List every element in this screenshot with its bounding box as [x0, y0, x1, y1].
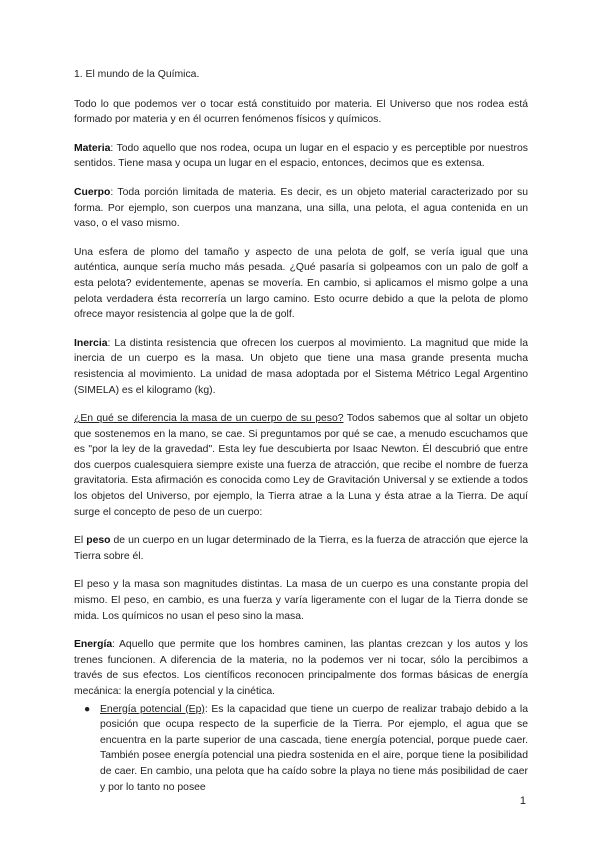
bullet-icon: ●: [84, 703, 91, 715]
cuerpo-term: Cuerpo: [74, 186, 111, 198]
document-body: [74, 67, 528, 795]
energia-definition: : Aquello que permite que los hombres caminen, las plantas crezcan y los autos y los trenes funcionen. A diferencia de la materia, no la podemos ver ni tocar, sólo la percibimos a través de sus efectos. Los científicos reconocen principalmente dos formas básicas de energía mecánica: la energía potencial y la cinética.: [74, 639, 528, 697]
list-item-potencial: [84, 702, 529, 796]
energy-list: [74, 702, 528, 796]
inercia-term: Inercia: [74, 337, 108, 349]
peso-paragraph: [74, 533, 528, 564]
masa-peso-paragraph: [74, 411, 528, 520]
inercia-definition: : La distinta resistencia que ofrecen los cuerpos al movimiento. La magnitud que mide la inercia de un cuerpo es la masa. Un objeto que tiene una masa grande presenta mucha resistencia al movimiento. La unidad de masa adoptada por el Sistema Métrico Legal Argentino (SIMELA) es el kilogramo (kg).: [74, 337, 528, 396]
energia-term: Energía: [74, 639, 113, 651]
peso-before: El: [74, 535, 87, 547]
materia-paragraph: [74, 141, 528, 172]
cuerpo-definition: : Toda porción limitada de materia. Es decir, es un objeto material caracterizado por su forma. Por ejemplo, son cuerpos una manzana, una silla, una pelota, el agua contenida en un vaso, o el vaso mismo.: [74, 186, 528, 230]
potencial-definition: : Es la capacidad que tiene un cuerpo de realizar trabajo debido a la posición que ocupa respecto de la superficie de la Tierra. Por ejemplo, el agua que se encuentra en la parte superior de una cascada, tiene energía potencial, porque puede caer. También posee energía potencial una piedra sostenida en el aire, porque tiene la posibilidad de caer. En cambio, una pelota que ha caído sobre la playa no tiene más posibilidad de caer y por lo tanto no posee: [100, 703, 529, 793]
peso-term: peso: [86, 535, 111, 547]
section-title: 1. El mundo de la Química.: [74, 69, 200, 80]
esfera-paragraph: Una esfera de plomo del tamaño y aspecto de una pelota de golf, se vería igual que una auténtica, aunque sería mucho más pesada. ¿Qué pasaría si golpeamos con un palo de golf a esta pelota? evidentemente, apenas se movería. En cambio, si aplicamos el mismo golpe a una pelota verdadera ésta recorrería un largo camino. Esto ocurre debido a que la pelota de plomo ofrece mayor resistencia al golpe que la de golf.: [74, 246, 528, 321]
masa-peso-question: ¿En qué se diferencia la masa de un cuerpo de su peso?: [74, 413, 344, 425]
page-number: 1: [519, 795, 526, 807]
masa-peso-text: Todos sabemos que al soltar un objeto que sostenemos en la mano, se cae. Si preguntamos por qué se cae, a menudo escuchamos que es "por la ley de la gravedad". Esta ley fue descubierta por Isaac Newton. Él descubrió que entre dos cuerpos cualesquiera siempre existe una fuerza de atracción, que recibe el nombre de fuerza gravitatoria. Esta afirmación es conocida como Ley de Gravitación Universal y se extiende a todos los objetos del Universo, por ejemplo, la Tierra atrae a la Luna y ésta atrae a la Tierra. De aquí surge el concepto de peso de un cuerpo:: [74, 413, 529, 518]
intro-paragraph: Todo lo que podemos ver o tocar está constituido por materia. El Universo que nos rodea está formado por materia y en él ocurren fenómenos físicos y químicos.: [74, 98, 528, 126]
potencial-term: Energía potencial (Ep): [100, 703, 205, 715]
materia-term: Materia: [74, 142, 111, 154]
materia-definition: : Todo aquello que nos rodea, ocupa un lugar en el espacio y es perceptible por nuestros sentidos. Tiene masa y ocupa un lugar en el espacio, entonces, decimos que es extensa.: [74, 142, 528, 170]
diferencia-paragraph: El peso y la masa son magnitudes distintas. La masa de un cuerpo es una constante propia del mismo. El peso, en cambio, es una fuerza y varía ligeramente con el lugar de la Tierra donde se mida. Los químicos no usan el peso sino la masa.: [74, 579, 528, 622]
energia-paragraph: [74, 637, 528, 699]
inercia-paragraph: [74, 336, 528, 398]
cuerpo-paragraph: [74, 185, 528, 232]
peso-definition: de un cuerpo en un lugar determinado de la Tierra, es la fuerza de atracción que ejerce la Tierra sobre él.: [74, 535, 528, 562]
